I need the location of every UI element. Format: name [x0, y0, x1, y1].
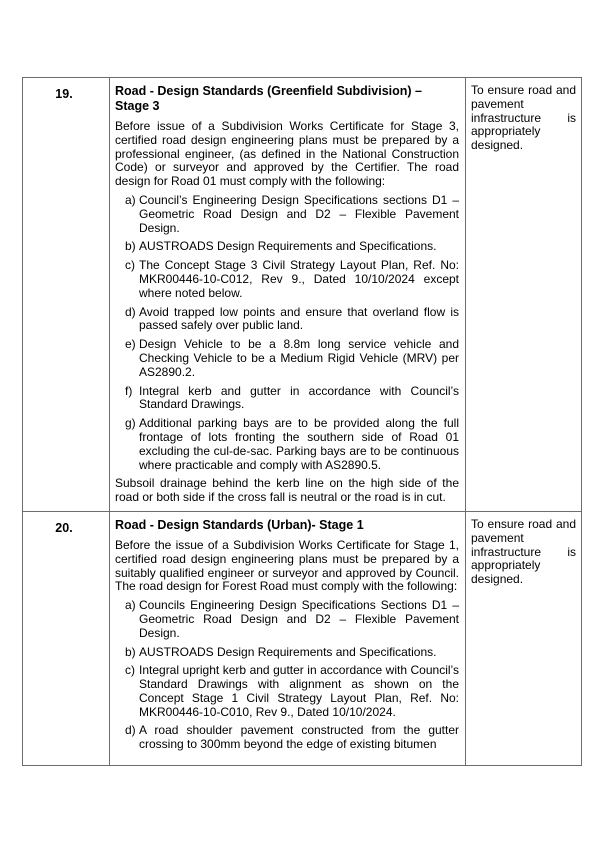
list-item-text: A road shoulder pavement constructed from the gutter crossing to 300mm beyond the edge of existing bitumen	[139, 723, 459, 752]
list-item	[125, 644, 459, 660]
list-item	[125, 192, 459, 235]
condition-row-20	[23, 511, 582, 765]
condition-title: Road - Design Standards (Urban)- Stage 1	[115, 517, 364, 532]
list-item	[125, 723, 459, 752]
list-marker: g)	[125, 416, 136, 431]
condition-reason: To ensure road and pavement infrastructure is appropriately designed.	[466, 78, 582, 512]
list-item-text: AUSTROADS Design Requirements and Specifications.	[139, 644, 437, 659]
conditions-table	[22, 77, 582, 766]
list-item-text: Councils Engineering Design Specifications Sections D1 – Geometric Road Design and D2 – Flexible Pavement Design.	[139, 598, 459, 640]
list-marker: c)	[125, 258, 135, 273]
list-item	[125, 383, 459, 413]
list-marker: d)	[125, 723, 136, 738]
condition-body	[110, 78, 466, 512]
list-marker: a)	[125, 192, 136, 207]
list-marker: b)	[125, 644, 136, 659]
list-item	[125, 239, 459, 254]
list-marker: c)	[125, 663, 135, 678]
condition-number: 20.	[23, 511, 110, 765]
condition-closing: Subsoil drainage behind the kerb line on the high side of the road or both side if the cross fall is neutral or the road is in cut.	[115, 476, 459, 505]
list-item-text: Additional parking bays are to be provided along the full frontage of lots fronting the southern side of Road 01 excluding the cul-de-sac. Parking bays are to be continuous where practicable and comply with AS2890.5.	[139, 416, 459, 472]
list-item-text: Design Vehicle to be a 8.8m long service vehicle and Checking Vehicle to be a Medium Rigid Vehicle (MRV) per AS2890.2.	[139, 337, 459, 379]
list-marker: a)	[125, 598, 136, 613]
list-item-text: Integral kerb and gutter in accordance with Council’s Standard Drawings.	[139, 383, 459, 412]
list-item	[125, 304, 459, 334]
condition-title: Road - Design Standards (Greenfield Subdivision) – Stage 3	[115, 84, 422, 113]
list-marker: e)	[125, 337, 136, 352]
list-item-text: Integral upright kerb and gutter in accordance with Council’s Standard Drawings with alignment as shown on the Concept Stage 1 Civil Strategy Layout Plan, Ref. No: MKR00446-10-C010, Rev 9., Dated 10/10/2024.	[139, 663, 459, 719]
list-item	[125, 598, 459, 640]
list-marker: f)	[125, 383, 133, 398]
list-marker: d)	[125, 304, 136, 319]
list-item	[125, 663, 459, 719]
list-item-text: AUSTROADS Design Requirements and Specifications.	[139, 239, 437, 254]
list-marker: b)	[125, 239, 136, 254]
list-item-text: Council’s Engineering Design Specifications sections D1 – Geometric Road Design and D2 – Flexible Pavement Design.	[139, 192, 459, 235]
requirements-list	[115, 599, 459, 752]
condition-intro: Before issue of a Subdivision Works Certificate for Stage 3, certified road design engineering plans must be prepared by a professional engineer, (as defined in the National Construction Code) or surveyor and approved by the Certifier. The road design for Road 01 must comply with the following:	[115, 119, 459, 189]
list-item	[125, 258, 459, 300]
condition-intro: Before the issue of a Subdivision Works Certificate for Stage 1, certified road design engineering plans must be prepared by a suitably qualified engineer or surveyor and approved by Council. The road design for Forest Road must comply with the following:	[115, 537, 459, 594]
condition-number: 19.	[23, 78, 110, 512]
list-item-text: The Concept Stage 3 Civil Strategy Layout Plan, Ref. No: MKR00446-10-C012, Rev 9., Dated 10/10/2024 except where noted below.	[139, 258, 459, 300]
requirements-list	[115, 194, 459, 472]
list-item	[125, 416, 459, 472]
condition-body	[110, 511, 466, 765]
list-item-text: Avoid trapped low points and ensure that overland flow is passed safely over public land.	[139, 304, 459, 333]
condition-row-19	[23, 78, 582, 512]
list-item	[125, 337, 459, 379]
condition-reason: To ensure road and pavement infrastructure is appropriately designed.	[466, 511, 582, 765]
